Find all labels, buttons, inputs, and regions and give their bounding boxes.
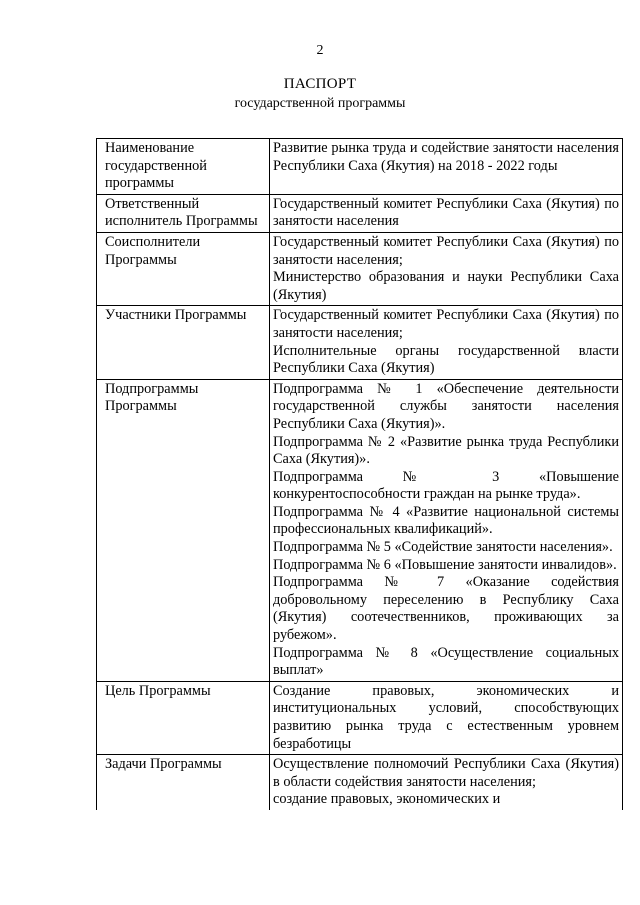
value-paragraph: Развитие рынка труда и содействие занятости населения Республики Саха (Якутия) на 2018 - 2022 годы xyxy=(273,140,619,174)
subprogram-item: Подпрограмма № 8 «Осуществление социальных выплат» xyxy=(273,644,619,679)
page-number: 2 xyxy=(316,43,324,58)
row-value-participants xyxy=(270,306,623,379)
subprogram-item: Подпрограмма № 7 «Оказание содействия добровольному переселению в Республику Саха (Якутия) соотечественников, проживающих за рубежом». xyxy=(273,574,619,644)
subprogram-item: Подпрограмма № 5 «Содействие занятости населения». xyxy=(273,539,613,556)
row-value-tasks xyxy=(270,755,623,810)
document-subtitle: государственной программы xyxy=(234,96,406,111)
table-row xyxy=(97,755,623,810)
table-row xyxy=(97,306,623,379)
subprogram-item: Подпрограмма № 2 «Развитие рынка труда Республики Саха (Якутия)». xyxy=(273,433,619,468)
subprogram-item: Подпрограмма № 1 «Обеспечение деятельности государственной службы занятости населения Республики Саха (Якутия)». xyxy=(273,380,619,432)
row-label-tasks: Задачи Программы xyxy=(97,755,270,810)
passport-table xyxy=(96,138,623,810)
subprogram-item: Подпрограмма № 6 «Повышение занятости инвалидов». xyxy=(273,556,617,573)
value-paragraph: Создание правовых, экономических и институциональных условий, способствующих развитию рынка труда с естественным уровнем безработицы xyxy=(273,682,619,752)
table-row xyxy=(97,232,623,305)
row-value-program-name xyxy=(270,139,623,195)
row-label-responsible-executor: Ответственный исполнитель Программы xyxy=(97,194,270,232)
table-row xyxy=(97,379,623,681)
row-label-goal: Цель Программы xyxy=(97,681,270,754)
table-row xyxy=(97,194,623,232)
value-paragraph: Осуществление полномочий Республики Саха (Якутия) в области содействия занятости населения; xyxy=(273,756,619,790)
value-paragraph: Исполнительные органы государственной власти Республики Саха (Якутия) xyxy=(273,342,619,377)
row-value-subprograms xyxy=(270,379,623,681)
row-label-program-name: Наименование государственной программы xyxy=(97,139,270,195)
subprogram-item: Подпрограмма № 4 «Развитие национальной системы профессиональных квалификаций». xyxy=(273,503,619,538)
row-label-participants: Участники Программы xyxy=(97,306,270,379)
table-row xyxy=(97,139,623,195)
document-title: ПАСПОРТ xyxy=(283,76,357,92)
value-paragraph: Государственный комитет Республики Саха (Якутия) по занятости населения; xyxy=(273,233,619,268)
row-label-subprograms: Подпрограммы Программы xyxy=(97,379,270,681)
table-row xyxy=(97,681,623,754)
value-paragraph: Министерство образования и науки Республики Саха (Якутия) xyxy=(273,269,619,303)
value-paragraph: создание правовых, экономических и xyxy=(273,791,501,808)
row-value-responsible-executor xyxy=(270,194,623,232)
value-paragraph: Государственный комитет Республики Саха (Якутия) по занятости населения; xyxy=(273,307,619,341)
row-value-goal xyxy=(270,681,623,754)
row-label-co-executors: Соисполнители Программы xyxy=(97,232,270,305)
row-value-co-executors xyxy=(270,232,623,305)
subprogram-item: Подпрограмма № 3 «Повышение конкурентоспособности граждан на рынке труда». xyxy=(273,468,619,503)
value-paragraph: Государственный комитет Республики Саха (Якутия) по занятости населения xyxy=(273,195,619,230)
